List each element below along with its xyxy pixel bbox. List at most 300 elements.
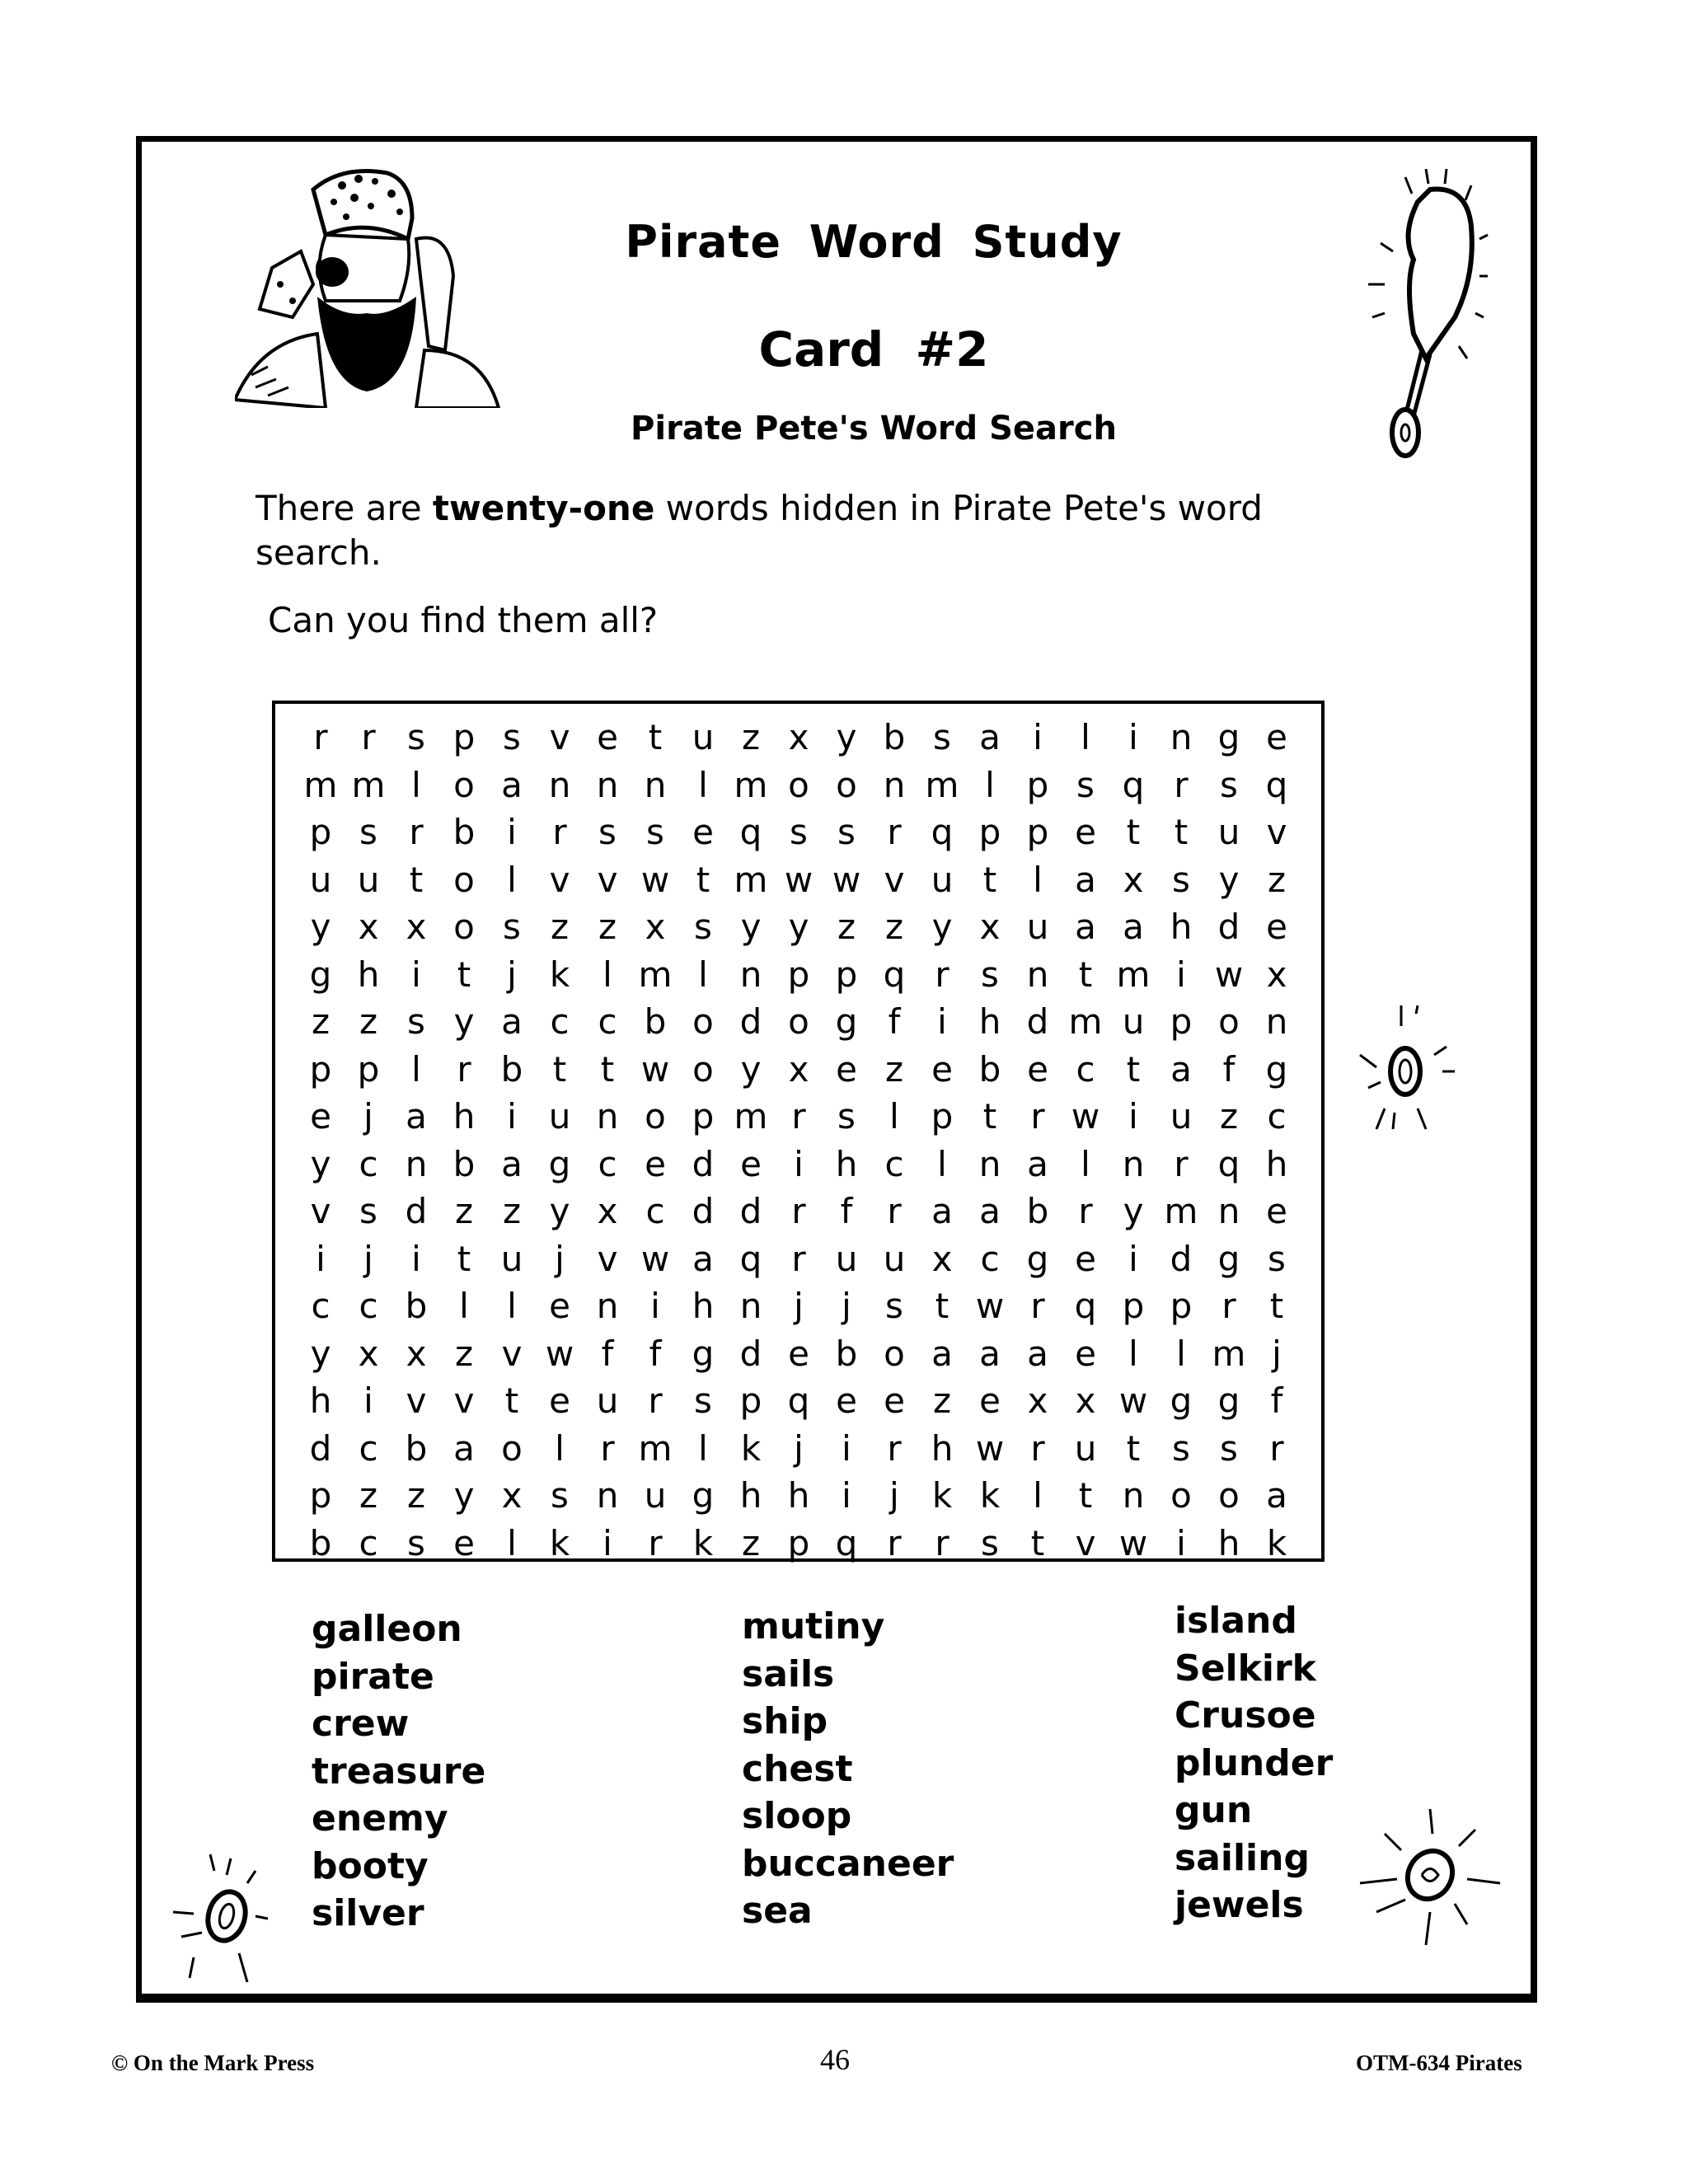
grid-letter[interactable]: l	[1081, 1143, 1090, 1184]
grid-letter[interactable]: i	[1176, 1522, 1186, 1563]
grid-letter[interactable]: j	[1272, 1333, 1282, 1374]
grid-letter[interactable]: a	[501, 1143, 523, 1184]
grid-letter[interactable]: l	[1033, 859, 1043, 900]
grid-letter[interactable]: z	[359, 1001, 378, 1043]
grid-letter[interactable]: e	[549, 1286, 570, 1327]
grid-letter[interactable]: m	[734, 1096, 768, 1137]
grid-letter[interactable]: z	[550, 907, 570, 948]
grid-letter[interactable]: a	[692, 1238, 714, 1279]
grid-letter[interactable]: d	[739, 1333, 762, 1374]
grid-letter[interactable]: d	[405, 1191, 428, 1232]
grid-letter[interactable]: b	[405, 1427, 428, 1469]
grid-letter[interactable]: s	[551, 1475, 569, 1516]
grid-letter[interactable]: z	[359, 1475, 378, 1516]
grid-letter[interactable]: o	[1218, 1475, 1240, 1516]
grid-letter[interactable]: r	[457, 1048, 471, 1090]
grid-letter[interactable]: f	[888, 1001, 901, 1043]
grid-letter[interactable]: a	[501, 764, 523, 805]
grid-letter[interactable]: w	[1118, 1380, 1148, 1422]
grid-letter[interactable]: p	[931, 1096, 954, 1137]
grid-letter[interactable]: w	[832, 859, 861, 900]
grid-letter[interactable]: x	[406, 907, 427, 948]
grid-letter[interactable]: e	[788, 1333, 809, 1374]
grid-letter[interactable]: q	[1074, 1286, 1097, 1327]
grid-letter[interactable]: w	[640, 859, 670, 900]
grid-letter[interactable]: i	[1128, 717, 1138, 758]
grid-letter[interactable]: g	[1217, 1380, 1240, 1422]
grid-letter[interactable]: t	[648, 717, 663, 758]
grid-letter[interactable]: r	[600, 1427, 615, 1469]
grid-letter[interactable]: q	[739, 812, 762, 853]
grid-letter[interactable]: p	[739, 1380, 762, 1422]
grid-letter[interactable]: h	[835, 1143, 858, 1184]
grid-letter[interactable]: k	[931, 1475, 953, 1516]
grid-letter[interactable]: h	[452, 1096, 476, 1137]
grid-letter[interactable]: t	[1269, 1286, 1284, 1327]
grid-letter[interactable]: i	[842, 1427, 851, 1469]
grid-letter[interactable]: z	[598, 907, 617, 948]
grid-letter[interactable]: r	[1030, 1286, 1045, 1327]
grid-letter[interactable]: w	[640, 1238, 670, 1279]
grid-letter[interactable]: y	[1218, 859, 1240, 900]
grid-letter[interactable]: o	[884, 1333, 905, 1374]
grid-letter[interactable]: x	[358, 907, 379, 948]
grid-letter[interactable]: k	[549, 1522, 570, 1563]
grid-letter[interactable]: g	[1217, 1238, 1240, 1279]
grid-letter[interactable]: a	[979, 717, 1001, 758]
grid-letter[interactable]: r	[935, 954, 950, 995]
grid-letter[interactable]: i	[507, 812, 517, 853]
grid-letter[interactable]: p	[1170, 1001, 1193, 1043]
grid-letter[interactable]: r	[887, 1191, 902, 1232]
grid-letter[interactable]: t	[457, 954, 471, 995]
grid-letter[interactable]: s	[981, 1522, 999, 1563]
grid-letter[interactable]: w	[784, 859, 814, 900]
grid-letter[interactable]: u	[1122, 1001, 1145, 1043]
grid-letter[interactable]: c	[598, 1143, 617, 1184]
grid-letter[interactable]: p	[1122, 1286, 1145, 1327]
grid-letter[interactable]: i	[1176, 954, 1186, 995]
grid-letter[interactable]: b	[405, 1286, 428, 1327]
grid-letter[interactable]: t	[1030, 1522, 1045, 1563]
grid-letter[interactable]: c	[1267, 1096, 1287, 1137]
grid-letter[interactable]: m	[638, 1427, 673, 1469]
grid-letter[interactable]: e	[453, 1522, 475, 1563]
grid-letter[interactable]: o	[692, 1048, 714, 1090]
grid-letter[interactable]: x	[645, 907, 666, 948]
grid-letter[interactable]: y	[549, 1191, 570, 1232]
grid-letter[interactable]: t	[1126, 812, 1141, 853]
grid-letter[interactable]: e	[645, 1143, 666, 1184]
grid-letter[interactable]: p	[452, 717, 476, 758]
grid-letter[interactable]: d	[1026, 1001, 1049, 1043]
grid-letter[interactable]: j	[842, 1286, 851, 1327]
grid-letter[interactable]: n	[548, 764, 571, 805]
grid-letter[interactable]: g	[692, 1475, 715, 1516]
grid-letter[interactable]: z	[1267, 859, 1287, 900]
grid-letter[interactable]: u	[644, 1475, 667, 1516]
grid-letter[interactable]: x	[1123, 859, 1144, 900]
grid-letter[interactable]: s	[503, 717, 521, 758]
grid-letter[interactable]: z	[502, 1191, 522, 1232]
grid-letter[interactable]: e	[1027, 1048, 1048, 1090]
grid-letter[interactable]: h	[1170, 907, 1193, 948]
grid-letter[interactable]: o	[836, 764, 857, 805]
grid-letter[interactable]: j	[555, 1238, 565, 1279]
grid-letter[interactable]: s	[790, 812, 808, 853]
grid-letter[interactable]: b	[644, 1001, 667, 1043]
grid-letter[interactable]: g	[1026, 1238, 1049, 1279]
grid-letter[interactable]: e	[310, 1096, 331, 1137]
grid-letter[interactable]: i	[1033, 717, 1043, 758]
grid-letter[interactable]: n	[739, 1286, 762, 1327]
grid-letter[interactable]: s	[503, 907, 521, 948]
grid-letter[interactable]: z	[406, 1475, 426, 1516]
grid-letter[interactable]: j	[794, 1427, 804, 1469]
grid-letter[interactable]: a	[1075, 859, 1096, 900]
grid-letter[interactable]: a	[1075, 907, 1096, 948]
grid-letter[interactable]: z	[932, 1380, 952, 1422]
grid-letter[interactable]: n	[1170, 717, 1193, 758]
grid-letter[interactable]: h	[357, 954, 380, 995]
grid-letter[interactable]: v	[406, 1380, 427, 1422]
grid-letter[interactable]: s	[359, 1191, 377, 1232]
grid-letter[interactable]: s	[1172, 859, 1190, 900]
grid-letter[interactable]: f	[601, 1333, 614, 1374]
grid-letter[interactable]: o	[645, 1096, 666, 1137]
grid-letter[interactable]: v	[310, 1191, 331, 1232]
grid-letter[interactable]: a	[1170, 1048, 1192, 1090]
grid-letter[interactable]: r	[791, 1238, 806, 1279]
grid-letter[interactable]: t	[504, 1380, 519, 1422]
grid-letter[interactable]: i	[411, 954, 421, 995]
grid-letter[interactable]: z	[884, 1048, 904, 1090]
grid-letter[interactable]: s	[407, 1001, 425, 1043]
grid-letter[interactable]: r	[887, 1427, 902, 1469]
grid-letter[interactable]: x	[979, 907, 1001, 948]
grid-letter[interactable]: r	[409, 812, 424, 853]
grid-letter[interactable]: v	[597, 1238, 618, 1279]
grid-letter[interactable]: x	[1027, 1380, 1048, 1422]
grid-letter[interactable]: p	[309, 812, 332, 853]
grid-letter[interactable]: v	[597, 859, 618, 900]
grid-letter[interactable]: l	[507, 1286, 517, 1327]
grid-letter[interactable]: n	[1122, 1475, 1145, 1516]
grid-letter[interactable]: e	[1075, 812, 1096, 853]
grid-letter[interactable]: t	[457, 1238, 471, 1279]
grid-letter[interactable]: n	[596, 1286, 619, 1327]
grid-letter[interactable]: p	[787, 1522, 810, 1563]
grid-letter[interactable]: l	[459, 1286, 469, 1327]
grid-letter[interactable]: b	[500, 1048, 523, 1090]
grid-letter[interactable]: e	[1266, 907, 1287, 948]
grid-letter[interactable]: q	[787, 1380, 810, 1422]
grid-letter[interactable]: d	[692, 1191, 715, 1232]
grid-letter[interactable]: g	[1265, 1048, 1288, 1090]
grid-letter[interactable]: l	[1128, 1333, 1138, 1374]
grid-letter[interactable]: b	[883, 717, 906, 758]
grid-letter[interactable]: z	[454, 1191, 474, 1232]
grid-letter[interactable]: b	[309, 1522, 332, 1563]
grid-letter[interactable]: r	[648, 1522, 663, 1563]
grid-letter[interactable]: u	[1074, 1427, 1097, 1469]
grid-letter[interactable]: r	[648, 1380, 663, 1422]
grid-letter[interactable]: u	[883, 1238, 906, 1279]
grid-letter[interactable]: i	[937, 1001, 947, 1043]
grid-letter[interactable]: t	[1078, 954, 1093, 995]
grid-letter[interactable]: w	[1071, 1096, 1100, 1137]
grid-letter[interactable]: o	[788, 1001, 809, 1043]
grid-letter[interactable]: l	[698, 764, 708, 805]
grid-letter[interactable]: q	[883, 954, 906, 995]
grid-letter[interactable]: y	[453, 1001, 475, 1043]
grid-letter[interactable]: e	[1075, 1333, 1096, 1374]
grid-letter[interactable]: m	[638, 954, 673, 995]
grid-letter[interactable]: q	[1122, 764, 1145, 805]
grid-letter[interactable]: u	[500, 1238, 523, 1279]
grid-letter[interactable]: w	[545, 1333, 574, 1374]
grid-letter[interactable]: l	[507, 1522, 517, 1563]
grid-letter[interactable]: c	[645, 1191, 665, 1232]
grid-letter[interactable]: i	[363, 1380, 373, 1422]
grid-letter[interactable]: r	[313, 717, 328, 758]
grid-letter[interactable]: z	[741, 717, 761, 758]
grid-letter[interactable]: l	[1176, 1333, 1186, 1374]
grid-letter[interactable]: s	[1268, 1238, 1286, 1279]
grid-letter[interactable]: x	[788, 1048, 809, 1090]
grid-letter[interactable]: h	[739, 1475, 762, 1516]
grid-letter[interactable]: e	[740, 1143, 762, 1184]
grid-letter[interactable]: o	[453, 907, 475, 948]
grid-letter[interactable]: k	[740, 1427, 762, 1469]
grid-letter[interactable]: y	[740, 907, 762, 948]
grid-letter[interactable]: i	[650, 1286, 660, 1327]
grid-letter[interactable]: n	[1217, 1191, 1240, 1232]
grid-letter[interactable]: t	[1174, 812, 1189, 853]
grid-letter[interactable]: q	[739, 1238, 762, 1279]
grid-letter[interactable]: l	[985, 764, 995, 805]
grid-letter[interactable]: v	[549, 859, 570, 900]
grid-letter[interactable]: f	[1270, 1380, 1283, 1422]
grid-letter[interactable]: n	[1026, 954, 1049, 995]
grid-letter[interactable]: s	[885, 1286, 903, 1327]
grid-letter[interactable]: r	[1078, 1191, 1093, 1232]
grid-letter[interactable]: l	[411, 764, 421, 805]
grid-letter[interactable]: p	[1170, 1286, 1193, 1327]
grid-letter[interactable]: g	[309, 954, 332, 995]
grid-letter[interactable]: u	[835, 1238, 858, 1279]
grid-letter[interactable]: z	[884, 907, 904, 948]
grid-letter[interactable]: l	[411, 1048, 421, 1090]
grid-letter[interactable]: a	[931, 1333, 953, 1374]
grid-letter[interactable]: t	[409, 859, 424, 900]
grid-letter[interactable]: a	[501, 1001, 523, 1043]
grid-letter[interactable]: o	[1170, 1475, 1192, 1516]
grid-letter[interactable]: i	[316, 1238, 326, 1279]
grid-letter[interactable]: i	[1128, 1096, 1138, 1137]
grid-letter[interactable]: i	[1128, 1238, 1138, 1279]
grid-letter[interactable]: x	[501, 1475, 523, 1516]
grid-letter[interactable]: l	[603, 954, 612, 995]
grid-letter[interactable]: p	[978, 812, 1001, 853]
grid-letter[interactable]: h	[787, 1475, 810, 1516]
grid-letter[interactable]: y	[740, 1048, 762, 1090]
grid-letter[interactable]: l	[507, 859, 517, 900]
grid-letter[interactable]: t	[696, 859, 710, 900]
grid-letter[interactable]: n	[1122, 1143, 1145, 1184]
grid-letter[interactable]: h	[1217, 1522, 1240, 1563]
grid-letter[interactable]: y	[453, 1475, 475, 1516]
grid-letter[interactable]: n	[596, 764, 619, 805]
grid-letter[interactable]: j	[889, 1475, 899, 1516]
grid-letter[interactable]: n	[405, 1143, 428, 1184]
grid-letter[interactable]: p	[309, 1048, 332, 1090]
grid-letter[interactable]: o	[453, 859, 475, 900]
grid-letter[interactable]: l	[698, 1427, 708, 1469]
grid-letter[interactable]: t	[982, 1096, 997, 1137]
grid-letter[interactable]: i	[507, 1096, 517, 1137]
grid-letter[interactable]: p	[787, 954, 810, 995]
grid-letter[interactable]: p	[1026, 764, 1049, 805]
grid-letter[interactable]: o	[453, 764, 475, 805]
grid-letter[interactable]: m	[1116, 954, 1151, 995]
grid-letter[interactable]: s	[1172, 1427, 1190, 1469]
grid-letter[interactable]: m	[1212, 1333, 1246, 1374]
grid-letter[interactable]: g	[548, 1143, 571, 1184]
grid-letter[interactable]: k	[1266, 1522, 1287, 1563]
grid-letter[interactable]: n	[883, 764, 906, 805]
grid-letter[interactable]: a	[453, 1427, 475, 1469]
grid-letter[interactable]: c	[550, 1001, 570, 1043]
grid-letter[interactable]: h	[309, 1380, 332, 1422]
grid-letter[interactable]: m	[734, 764, 768, 805]
grid-letter[interactable]: y	[836, 717, 857, 758]
grid-letter[interactable]: e	[979, 1380, 1001, 1422]
grid-letter[interactable]: e	[549, 1380, 570, 1422]
grid-letter[interactable]: m	[1068, 1001, 1103, 1043]
grid-letter[interactable]: d	[692, 1143, 715, 1184]
grid-letter[interactable]: b	[452, 1143, 476, 1184]
grid-letter[interactable]: r	[361, 717, 376, 758]
grid-letter[interactable]: n	[1265, 1001, 1288, 1043]
grid-letter[interactable]: c	[598, 1001, 617, 1043]
grid-letter[interactable]: n	[596, 1096, 619, 1137]
grid-letter[interactable]: f	[1222, 1048, 1236, 1090]
grid-letter[interactable]: v	[1266, 812, 1287, 853]
grid-letter[interactable]: t	[1126, 1048, 1141, 1090]
grid-letter[interactable]: l	[698, 954, 708, 995]
grid-letter[interactable]: e	[1075, 1238, 1096, 1279]
grid-letter[interactable]: t	[1078, 1475, 1093, 1516]
grid-letter[interactable]: r	[791, 1096, 806, 1137]
grid-letter[interactable]: d	[739, 1001, 762, 1043]
grid-letter[interactable]: u	[931, 859, 954, 900]
grid-letter[interactable]: f	[649, 1333, 662, 1374]
grid-letter[interactable]: a	[931, 1191, 953, 1232]
grid-letter[interactable]: b	[835, 1333, 858, 1374]
grid-letter[interactable]: s	[933, 717, 951, 758]
grid-letter[interactable]: r	[1221, 1286, 1236, 1327]
grid-letter[interactable]: g	[835, 1001, 858, 1043]
grid-letter[interactable]: o	[788, 764, 809, 805]
grid-letter[interactable]: u	[1026, 907, 1049, 948]
grid-letter[interactable]: p	[835, 954, 858, 995]
grid-letter[interactable]: l	[1033, 1475, 1043, 1516]
grid-letter[interactable]: b	[452, 812, 476, 853]
grid-letter[interactable]: z	[1219, 1096, 1239, 1137]
grid-letter[interactable]: v	[501, 1333, 523, 1374]
grid-letter[interactable]: a	[1027, 1143, 1048, 1184]
grid-letter[interactable]: q	[835, 1522, 858, 1563]
grid-letter[interactable]: y	[310, 1333, 331, 1374]
grid-letter[interactable]: w	[975, 1427, 1005, 1469]
grid-letter[interactable]: g	[1170, 1380, 1193, 1422]
grid-letter[interactable]: c	[359, 1286, 378, 1327]
grid-letter[interactable]: j	[363, 1238, 373, 1279]
grid-letter[interactable]: b	[1026, 1191, 1049, 1232]
grid-letter[interactable]: c	[359, 1427, 378, 1469]
grid-letter[interactable]: c	[980, 1238, 1000, 1279]
grid-letter[interactable]: x	[931, 1238, 953, 1279]
grid-letter[interactable]: y	[310, 1143, 331, 1184]
grid-letter[interactable]: t	[1126, 1427, 1141, 1469]
grid-letter[interactable]: u	[1170, 1096, 1193, 1137]
grid-letter[interactable]: r	[887, 1522, 902, 1563]
grid-letter[interactable]: b	[978, 1048, 1001, 1090]
grid-letter[interactable]: j	[794, 1286, 804, 1327]
grid-letter[interactable]: o	[692, 1001, 714, 1043]
grid-letter[interactable]: m	[1164, 1191, 1198, 1232]
grid-letter[interactable]: i	[603, 1522, 612, 1563]
grid-letter[interactable]: r	[1030, 1427, 1045, 1469]
grid-letter[interactable]: z	[311, 1001, 331, 1043]
grid-letter[interactable]: w	[1118, 1522, 1148, 1563]
grid-letter[interactable]: k	[549, 954, 570, 995]
grid-letter[interactable]: c	[1076, 1048, 1095, 1090]
grid-letter[interactable]: d	[1170, 1238, 1193, 1279]
grid-letter[interactable]: n	[596, 1475, 619, 1516]
grid-letter[interactable]: e	[1266, 1191, 1287, 1232]
grid-letter[interactable]: o	[501, 1427, 523, 1469]
grid-letter[interactable]: l	[889, 1096, 899, 1137]
grid-letter[interactable]: a	[979, 1191, 1001, 1232]
grid-letter[interactable]: z	[454, 1333, 474, 1374]
grid-letter[interactable]: h	[1265, 1143, 1288, 1184]
grid-letter[interactable]: s	[694, 907, 712, 948]
grid-letter[interactable]: j	[363, 1096, 373, 1137]
grid-letter[interactable]: k	[692, 1522, 714, 1563]
grid-letter[interactable]: s	[837, 1096, 856, 1137]
grid-letter[interactable]: e	[597, 717, 618, 758]
grid-letter[interactable]: e	[884, 1380, 905, 1422]
grid-letter[interactable]: c	[311, 1286, 331, 1327]
grid-letter[interactable]: r	[791, 1191, 806, 1232]
grid-letter[interactable]: r	[935, 1522, 950, 1563]
grid-letter[interactable]: m	[925, 764, 959, 805]
grid-letter[interactable]: m	[351, 764, 386, 805]
grid-letter[interactable]: h	[978, 1001, 1001, 1043]
grid-letter[interactable]: i	[411, 1238, 421, 1279]
grid-letter[interactable]: a	[1266, 1475, 1287, 1516]
grid-letter[interactable]: u	[309, 859, 332, 900]
grid-letter[interactable]: g	[1217, 717, 1240, 758]
grid-letter[interactable]: s	[694, 1380, 712, 1422]
grid-letter[interactable]: d	[739, 1191, 762, 1232]
grid-letter[interactable]: s	[837, 812, 856, 853]
grid-letter[interactable]: d	[1217, 907, 1240, 948]
grid-letter[interactable]: p	[1026, 812, 1049, 853]
grid-letter[interactable]: u	[357, 859, 380, 900]
